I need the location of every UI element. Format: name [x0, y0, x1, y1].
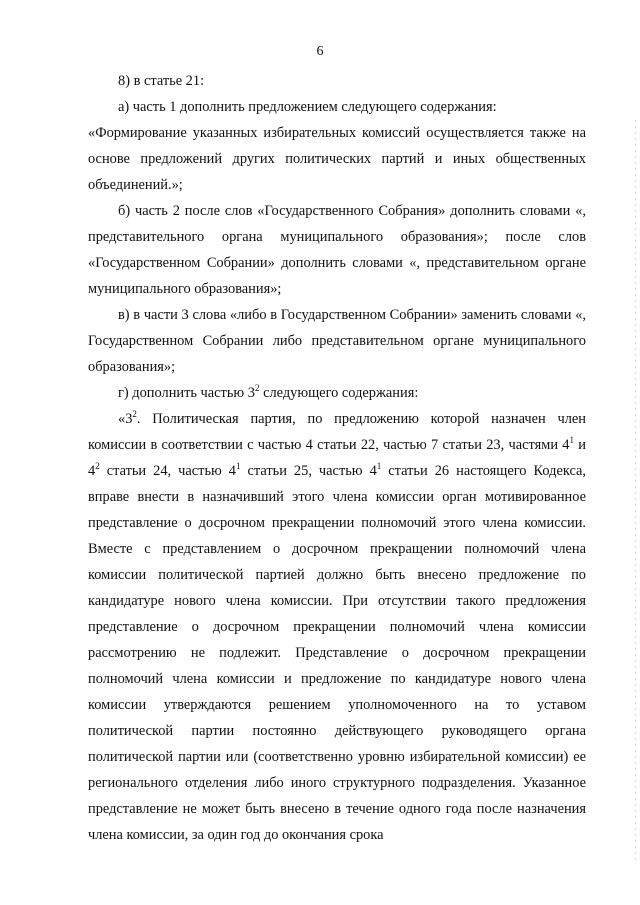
item-g-superscript: 2 — [254, 383, 260, 394]
item-g-text-b: следующего содержания: — [259, 385, 419, 401]
part-text-e: статьи 25, частью 4 — [240, 463, 377, 479]
paragraph-article-21-heading: 8) в статье 21: — [118, 73, 205, 89]
page-number: 6 — [316, 44, 324, 59]
document-body — [88, 68, 586, 848]
paragraph-item-v: в) в части 3 слова «либо в Государственном Собрании» заменить словами «, Государственном Собрании либо представительном органе муниципального образования»; — [88, 307, 586, 375]
paragraph-item-g — [88, 380, 586, 406]
part-superscript-4: 1 — [235, 461, 241, 472]
item-g-text-a: г) дополнить частью 3 — [118, 385, 255, 401]
part-text-d: статьи 24, частью 4 — [99, 463, 236, 479]
part-superscript-2: 1 — [569, 435, 574, 446]
part-text-f: статьи 26 настоящего Кодекса, вправе внести в назначивший этого члена комиссии орган мотивированное представление о досрочном прекращении полномочий этого члена комиссии. Вместе с представлением о досрочном прекращении полномочий члена комиссии политической партией должно быть внесено предложение по кандидатуре нового члена комиссии. При отсутствии такого предложения представление о досрочном прекращении полномочий члена комиссии рассмотрению не подлежит. Представление о досрочном прекращении полномочий члена комиссии и предложение по кандидатуре нового члена комиссии утверждаются решением уполномоченного на то уставом политической партии постоянно действующего руководящего органа политической партии или (соответственно уровню избирательной комиссии) ее регионального отделения либо иного структурного подразделения. Указанное представление не может быть внесено в течение одного года после назначения члена комиссии, за один год до окончания срока — [88, 463, 587, 843]
part-superscript-3: 2 — [95, 461, 100, 472]
paragraph-item-b: б) часть 2 после слов «Государственного Собрания» дополнить словами «, представительного органа муниципального образования»; после слов «Государственном Собрании» дополнить словами «, представительном органе муниципального образования»; — [88, 203, 586, 297]
scan-edge-mark — [635, 120, 636, 860]
part-text-c: и 4 — [88, 437, 586, 479]
part-text-b: . Политическая партия, по предложению которой назначен член комиссии в соответствии с частью 4 статьи 22, частью 7 статьи 23, частями 4 — [88, 411, 586, 453]
paragraph-part-3-2 — [88, 406, 586, 848]
part-text-a: «3 — [118, 411, 133, 427]
paragraph-quote-formation: «Формирование указанных избирательных комиссий осуществляется также на основе предложений других политических партий и иных общественных объединений.»; — [88, 125, 586, 193]
paragraph-item-a: а) часть 1 дополнить предложением следующего содержания: — [118, 99, 497, 115]
part-superscript-1: 2 — [132, 409, 137, 420]
part-superscript-5: 1 — [376, 461, 382, 472]
